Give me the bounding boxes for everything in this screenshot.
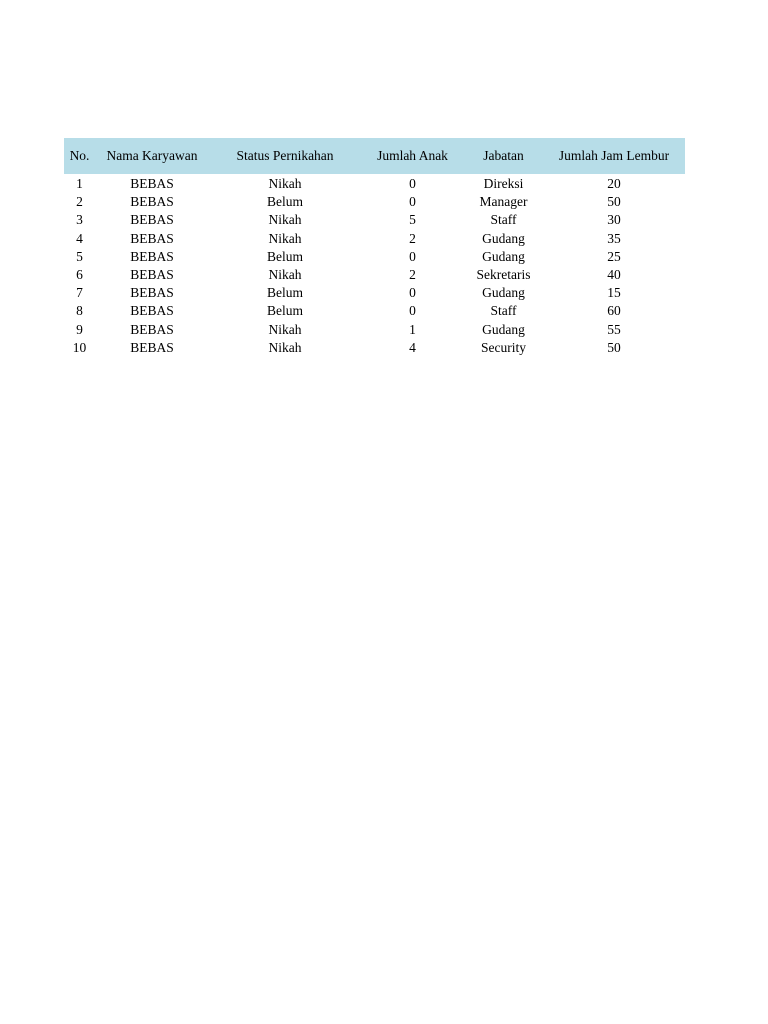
cell-jabatan: Security xyxy=(481,339,526,355)
header-jumlah-jam-lembur: Jumlah Jam Lembur xyxy=(558,148,670,163)
cell-jabatan: Staff xyxy=(490,303,517,319)
cell-no: 1 xyxy=(76,176,83,192)
table-body xyxy=(64,174,685,357)
cell-jumlah-anak: 5 xyxy=(409,212,416,228)
cell-jumlah-jam-lembur: 15 xyxy=(607,285,621,301)
cell-jumlah-jam-lembur: 50 xyxy=(607,339,621,355)
employee-sheet xyxy=(64,138,685,357)
cell-status-pernikahan: Nikah xyxy=(268,267,302,283)
cell-jumlah-jam-lembur: 40 xyxy=(607,267,621,283)
table-header xyxy=(64,138,685,174)
cell-jumlah-anak: 0 xyxy=(409,248,416,264)
cell-jumlah-jam-lembur: 50 xyxy=(607,194,621,210)
table-row xyxy=(64,284,685,302)
employee-table xyxy=(64,138,685,357)
cell-status-pernikahan: Nikah xyxy=(268,176,302,192)
cell-jabatan: Sekretaris xyxy=(476,267,531,283)
table-row xyxy=(64,193,685,211)
cell-jabatan: Direksi xyxy=(483,176,524,192)
cell-status-pernikahan: Nikah xyxy=(268,212,302,228)
cell-nama-karyawan: BEBAS xyxy=(130,267,174,283)
table-row xyxy=(64,175,685,193)
cell-jumlah-anak: 0 xyxy=(409,285,416,301)
cell-jumlah-anak: 0 xyxy=(409,176,416,192)
cell-no: 10 xyxy=(72,339,87,355)
table-row xyxy=(64,302,685,320)
table-row xyxy=(64,266,685,284)
cell-jumlah-jam-lembur: 35 xyxy=(607,230,621,246)
cell-no: 8 xyxy=(76,303,83,319)
cell-jumlah-jam-lembur: 30 xyxy=(607,212,621,228)
cell-nama-karyawan: BEBAS xyxy=(130,321,174,337)
cell-no: 7 xyxy=(76,285,83,301)
cell-no: 9 xyxy=(76,321,83,337)
cell-jabatan: Gudang xyxy=(482,321,525,337)
cell-jabatan: Gudang xyxy=(482,230,525,246)
cell-jumlah-anak: 1 xyxy=(409,321,416,337)
cell-jabatan: Gudang xyxy=(482,248,525,264)
cell-jumlah-anak: 0 xyxy=(409,303,416,319)
header-jabatan: Jabatan xyxy=(483,148,524,163)
cell-no: 2 xyxy=(76,194,83,210)
cell-nama-karyawan: BEBAS xyxy=(130,248,174,264)
header-nama-karyawan: Nama Karyawan xyxy=(106,148,198,163)
cell-nama-karyawan: BEBAS xyxy=(130,339,174,355)
table-row xyxy=(64,339,685,357)
cell-nama-karyawan: BEBAS xyxy=(130,176,174,192)
table-row xyxy=(64,248,685,266)
table-row xyxy=(64,321,685,339)
cell-nama-karyawan: BEBAS xyxy=(130,230,174,246)
cell-jabatan: Manager xyxy=(479,194,528,210)
cell-jumlah-jam-lembur: 55 xyxy=(607,321,621,337)
cell-status-pernikahan: Belum xyxy=(267,248,303,264)
cell-jumlah-anak: 4 xyxy=(409,339,416,355)
cell-nama-karyawan: BEBAS xyxy=(130,212,174,228)
header-status-pernikahan: Status Pernikahan xyxy=(236,148,334,163)
cell-jabatan: Staff xyxy=(490,212,517,228)
header-jumlah-anak: Jumlah Anak xyxy=(377,148,448,163)
table-row xyxy=(64,230,685,248)
cell-status-pernikahan: Nikah xyxy=(268,230,302,246)
cell-nama-karyawan: BEBAS xyxy=(130,303,174,319)
cell-no: 4 xyxy=(76,230,83,246)
cell-jumlah-jam-lembur: 60 xyxy=(607,303,621,319)
cell-jumlah-anak: 2 xyxy=(409,267,416,283)
cell-no: 6 xyxy=(76,267,83,283)
cell-nama-karyawan: BEBAS xyxy=(130,194,174,210)
cell-jumlah-jam-lembur: 25 xyxy=(607,248,621,264)
cell-status-pernikahan: Nikah xyxy=(268,321,302,337)
cell-status-pernikahan: Belum xyxy=(267,285,303,301)
cell-jumlah-anak: 2 xyxy=(409,230,416,246)
cell-status-pernikahan: Belum xyxy=(267,303,303,319)
cell-status-pernikahan: Nikah xyxy=(268,339,302,355)
cell-no: 5 xyxy=(76,248,83,264)
table-row xyxy=(64,211,685,229)
cell-no: 3 xyxy=(76,212,83,228)
cell-status-pernikahan: Belum xyxy=(267,194,303,210)
cell-nama-karyawan: BEBAS xyxy=(130,285,174,301)
header-no: No. xyxy=(69,148,90,163)
cell-jumlah-anak: 0 xyxy=(409,194,416,210)
cell-jabatan: Gudang xyxy=(482,285,525,301)
cell-jumlah-jam-lembur: 20 xyxy=(607,176,621,192)
header-row xyxy=(64,138,685,174)
